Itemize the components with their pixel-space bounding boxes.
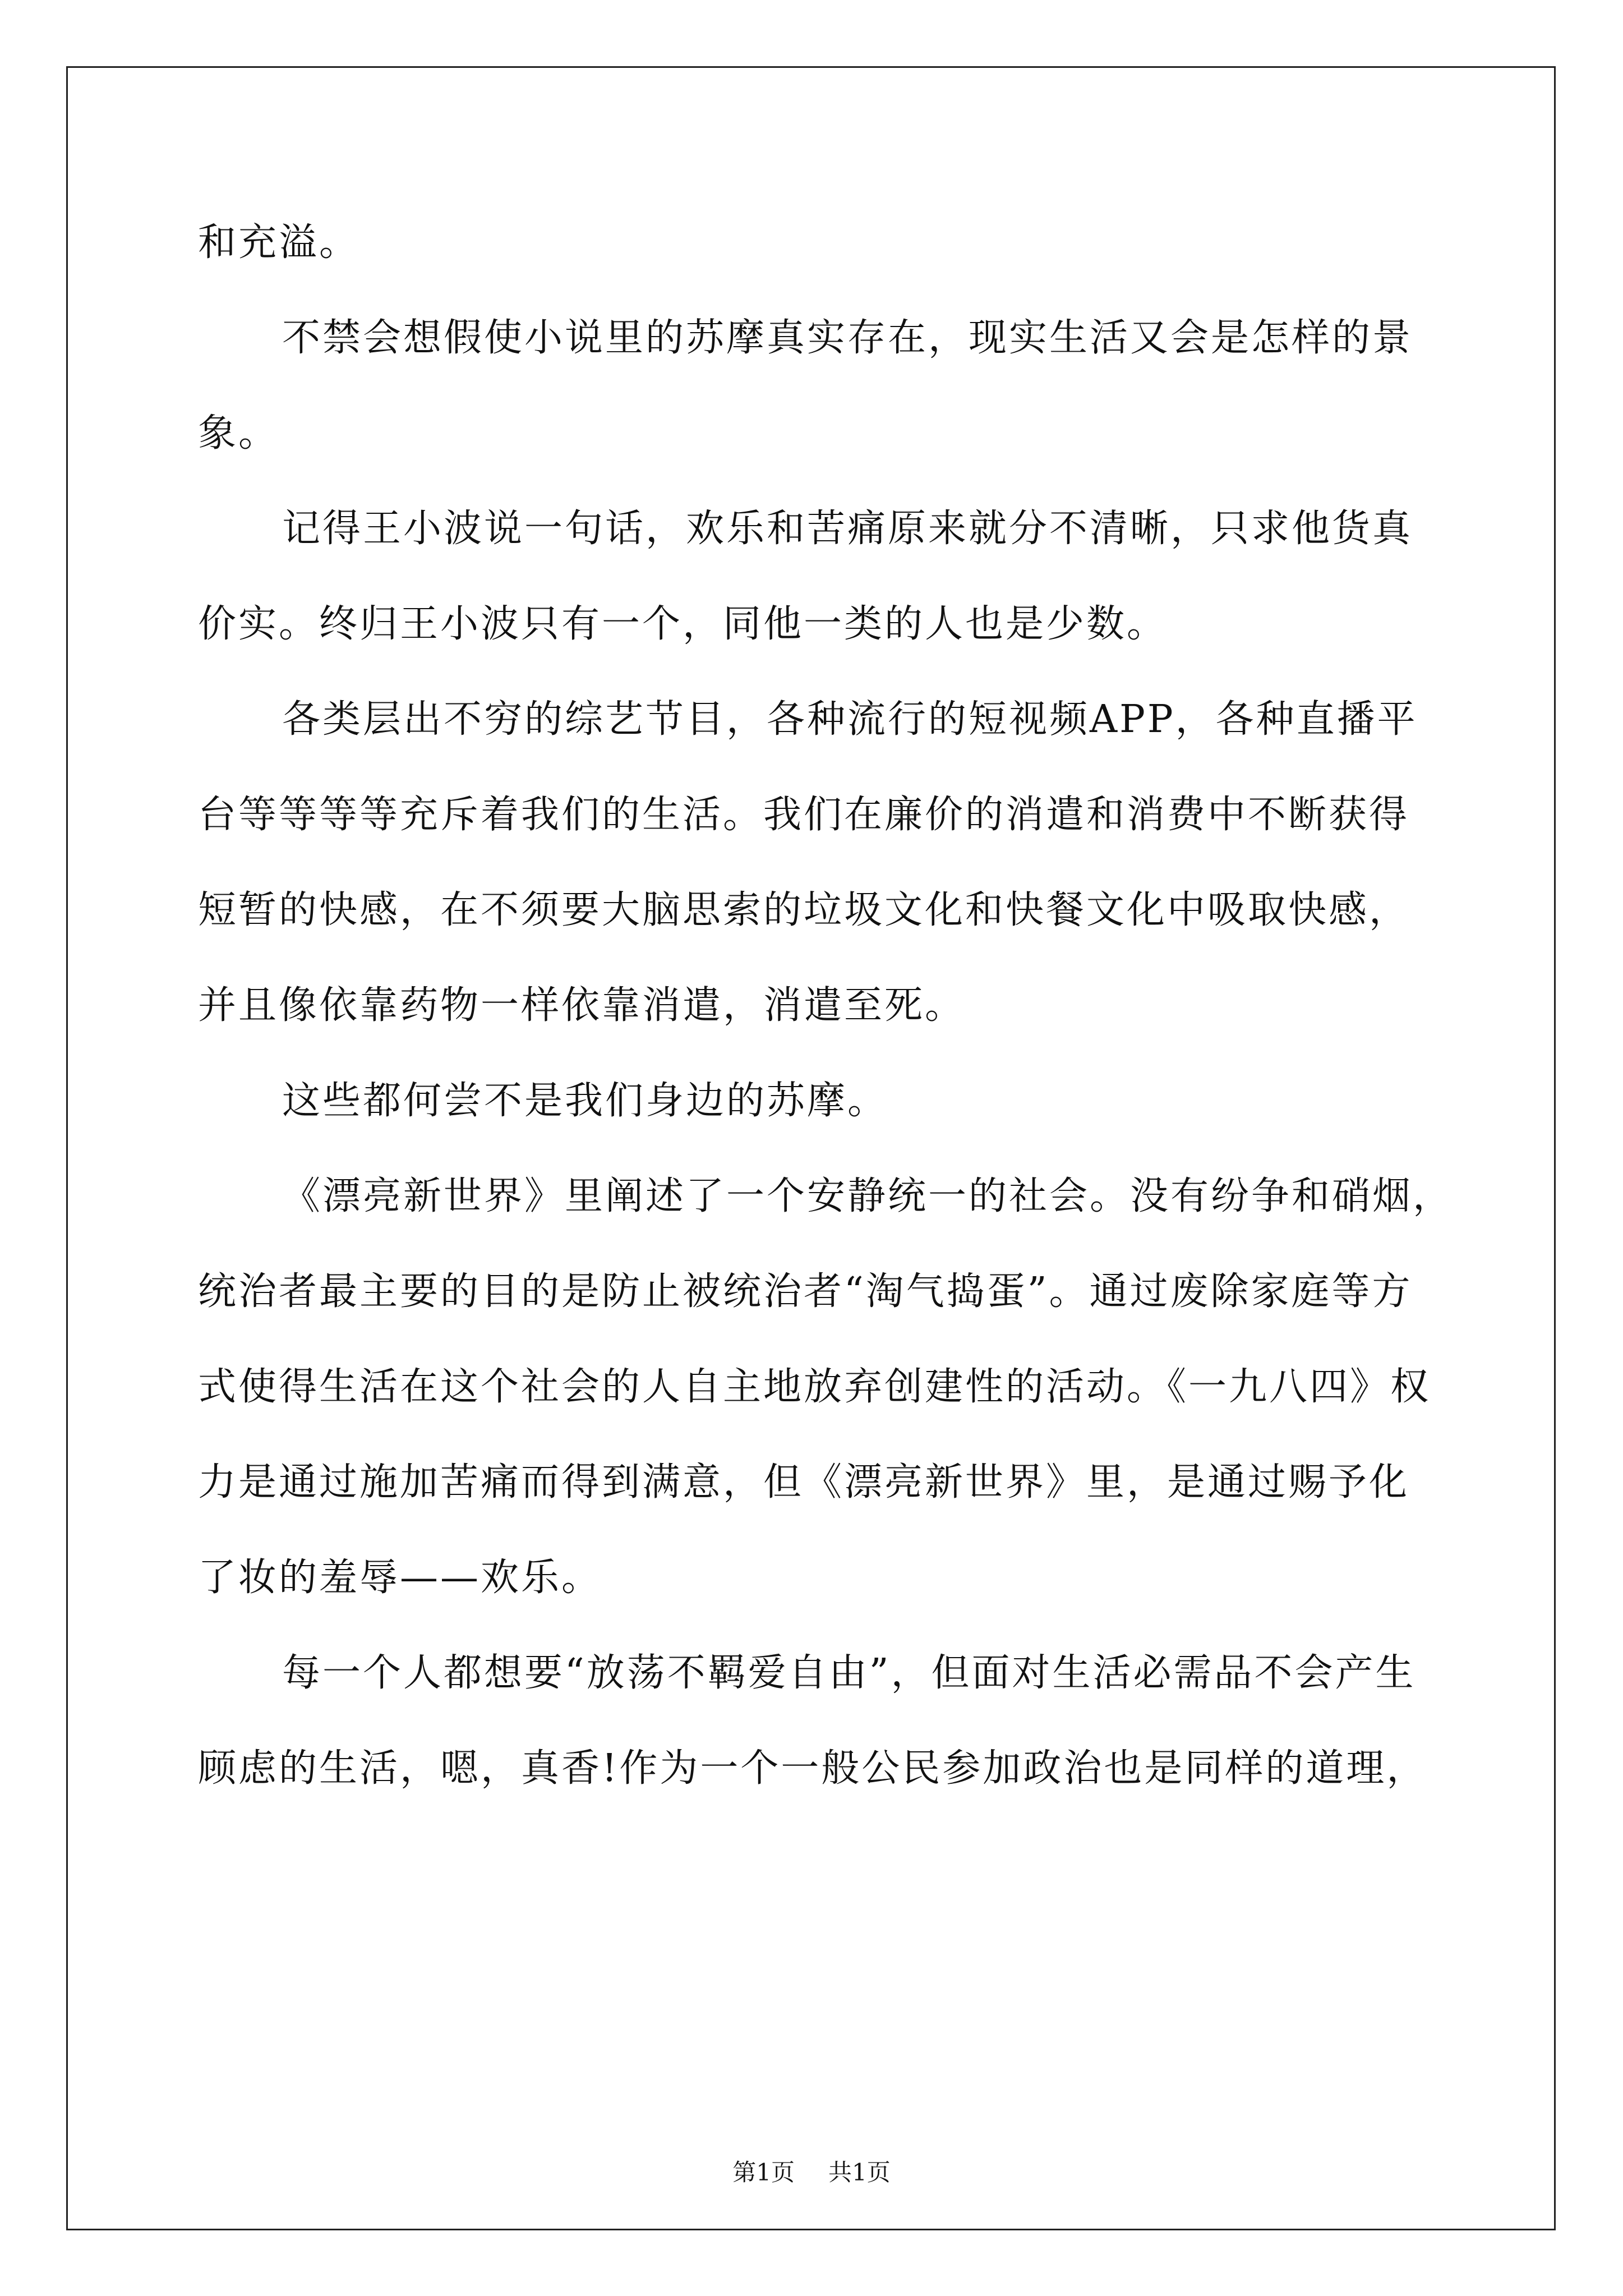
- text-line: 这些都何尝不是我们身边的苏摩。: [282, 1079, 888, 1123]
- text-line: 《漂亮新世界》里阐述了一个安静统一的社会。没有纷争和硝烟，: [282, 1174, 1454, 1218]
- text-line: 顾虑的生活，嗯，真香!作为一个一般公民参加政治也是同样的道理，: [198, 1746, 1427, 1791]
- text-line: 统治者最主要的目的是防止被统治者“淘气捣蛋”。通过废除家庭等方: [198, 1269, 1413, 1314]
- page-total: 共1页: [828, 2159, 891, 2186]
- text-line: 式使得生活在这个社会的人自主地放弃创建性的活动。《一九八四》权: [198, 1365, 1431, 1409]
- text-line: 短暂的快感，在不须要大脑思索的垃圾文化和快餐文化中吸取快感，: [198, 888, 1410, 932]
- text-line: 价实。终归王小波只有一个，同他一类的人也是少数。: [198, 602, 1168, 646]
- text-line: 象。: [198, 411, 279, 455]
- text-line: 各类层出不穷的综艺节目，各种流行的短视频APP，各种直播平: [282, 697, 1418, 742]
- page-border: [66, 66, 1556, 2230]
- text-line: 记得王小波说一句话，欢乐和苦痛原来就分不清晰，只求他货真: [282, 507, 1413, 551]
- text-line: 不禁会想假使小说里的苏摩真实存在，现实生活又会是怎样的景: [282, 316, 1413, 360]
- text-line: 和充溢。: [198, 220, 360, 265]
- page-footer: [0, 2157, 1623, 2188]
- text-line: 每一个人都想要“放荡不羁爱自由”，但面对生活必需品不会产生: [282, 1651, 1416, 1695]
- text-line: 力是通过施加苦痛而得到满意，但《漂亮新世界》里，是通过赐予化: [198, 1460, 1410, 1504]
- text-line: 台等等等等充斥着我们的生活。我们在廉价的消遣和消费中不断获得: [198, 793, 1410, 837]
- text-line: 并且像依靠药物一样依靠消遣，消遣至死。: [198, 983, 966, 1028]
- text-line: 了妆的羞辱——欢乐。: [198, 1556, 602, 1600]
- page-number: 第1页: [732, 2159, 795, 2186]
